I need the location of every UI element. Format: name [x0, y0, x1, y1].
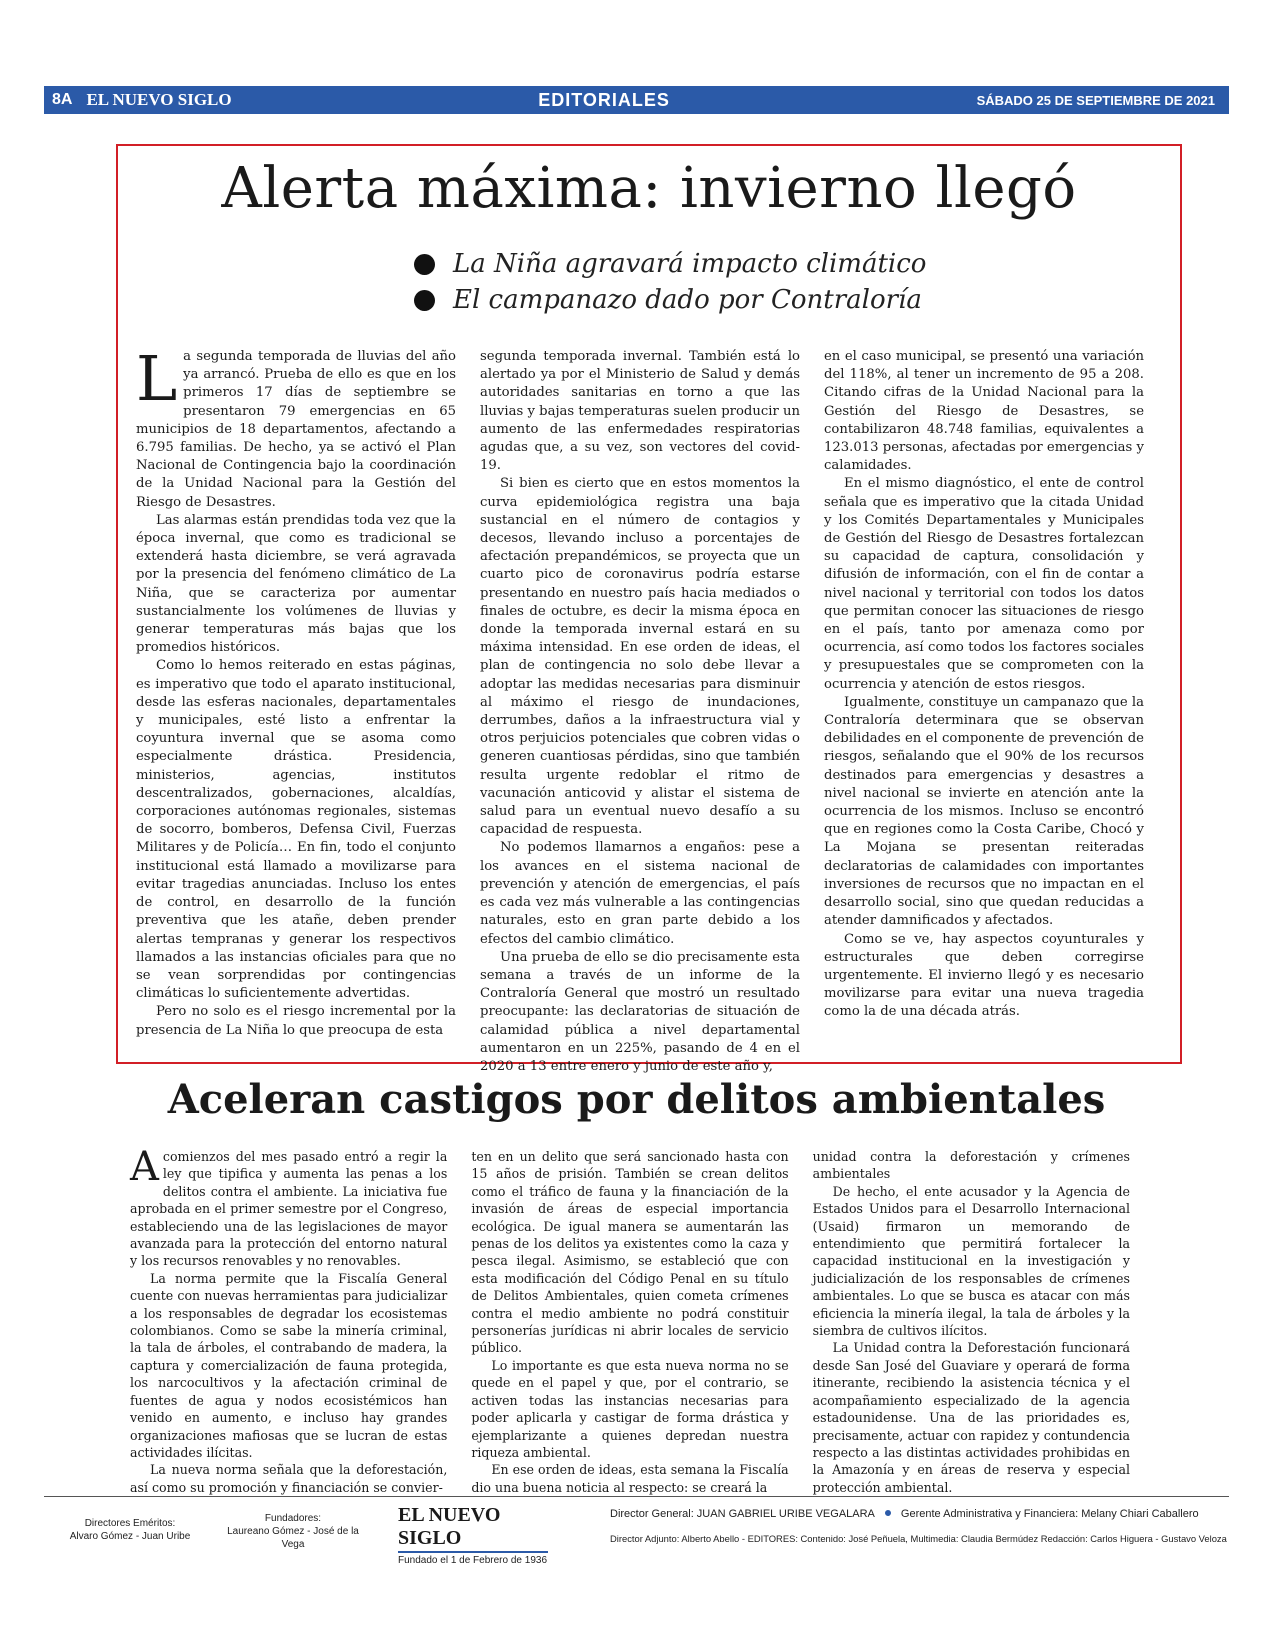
paragraph: Como se ve, hay aspectos coyunturales y estructurales que deben corregirse urgentemente. El invierno llegó y es necesario movilizarse para evitar una nueva tragedia como la de una década atrás. [824, 931, 1144, 1020]
column-2 [480, 348, 800, 1076]
paragraph: segunda temporada invernal. También está lo alertado ya por el Ministerio de Salud y demás autoridades sanitarias en torno a que las lluvias y bajas temperaturas suelen producir un aumento de las enfermedades respiratorias agudas que, a su vez, son vectores del covid-19. [480, 349, 800, 474]
section-title: EDITORIALES [538, 89, 670, 110]
column-1 [136, 342, 456, 1076]
paragraph: Si bien es cierto que en estos momentos la curva epidemiológica registra una baja sustancial en el número de contagios y decesos, llevando incluso a porcentajes de afectación prepandémicos, se proyecta que un cuarto pico de coronavirus podría estarse presentando en nuestro país hacia mediados o finales de octubre, es decir la misma época en donde la temporada invernal estará en su máxima intensidad. En ese orden de ideas, el plan de contingencia no solo debe llevar a adoptar las medidas necesarias para disminuir al máximo el riesgo de inundaciones, derrumbes, daños a la infraestructura vial y otros perjuicios potenciales que cobren vidas o generen cuantiosas pérdidas, sino que también resulta urgente redoblar el ritmo de vacunación anticovid y alistar el sistema de salud para un eventual nuevo desafío a su capacidad de respuesta. [480, 476, 800, 838]
paragraph: Lo importante es que esta nueva norma no se quede en el papel y que, por el contrario, se activen todas las instancias necesarias para poder aplicarla y castigar de forma drástica y ejemplarizante a quienes depredan nuestra riqueza ambiental. [471, 1357, 789, 1460]
paragraph: En ese orden de ideas, esta semana la Fiscalía dio una buena noticia al respecto: se creará la [471, 1462, 789, 1495]
separator-dot-icon [885, 1510, 891, 1516]
footer-divider [44, 1496, 1229, 1497]
newspaper-logo: EL NUEVO SIGLO [398, 1504, 548, 1553]
editorial-bullets [414, 246, 926, 318]
paragraph: Las alarmas están prendidas toda vez que la época invernal, que como es tradicional se extenderá hasta diciembre, se verá agravada por la presencia del fenómeno climático de La Niña, que se caracteriza por aumentar sustancialmente los volúmenes de lluvias y generar temperaturas más bajas que los promedios históricos. [136, 512, 456, 656]
paragraph: La norma permite que la Fiscalía General cuente con nuevas herramientas para judicializar a los responsables de degradar los ecosistemas colombianos. Como se sabe la minería criminal, la tala de árboles, el contrabando de madera, la captura y comercialización de fauna protegida, los narcocultivos y la afectación criminal de fuentes de agua y nodos ecosistémicos han venido en aumento, e incluso hay grandes organizaciones mafiosas que se lucran de estas actividades ilícitas. [130, 1270, 448, 1460]
paragraph: Pero no solo es el riesgo incremental por la presencia de La Niña lo que preocupa de esta [136, 1004, 456, 1038]
paragraph [130, 1144, 448, 1270]
newspaper-name: EL NUEVO SIGLO [86, 90, 232, 109]
gerente: Gerente Administrativa y Financiera: Melany Chiari Caballero [900, 1508, 1199, 1520]
page-number: 8A [52, 91, 73, 108]
bullet-item [414, 246, 926, 282]
drop-cap: A [130, 1144, 159, 1190]
bullet-dot-icon [414, 254, 435, 275]
column-3 [824, 348, 1144, 1076]
paragraph: ten en un delito que será sancionado hasta con 15 años de prisión. También se crean delitos como el tráfico de fauna y la financiación de la invasión de áreas de especial importancia ecológica. De igual manera se aumentarán las penas de los delitos ya existentes como la caza y pesca ilegal. Asimismo, se estableció que con esta modificación del Código Penal en su título de Delitos Ambientales, quien cometa crímenes contra el medio ambiente no podrá constituir personerías jurídicas ni abrir locales de servicio público. [471, 1149, 789, 1356]
emeritos-label: Directores Eméritos: [84, 1518, 176, 1529]
footer-directors [610, 1508, 1230, 1520]
column-2 [471, 1148, 788, 1496]
fundadores-label: Fundadores: [264, 1513, 322, 1524]
column-3 [813, 1148, 1130, 1496]
fundadores [218, 1512, 368, 1551]
bullet-dot-icon [414, 290, 435, 311]
editorial-columns [136, 342, 1166, 1076]
fundadores-names: Laureano Gómez - José de la Vega [227, 1526, 359, 1550]
page-header-bar [44, 86, 1229, 114]
founded-date: Fundado el 1 de Febrero de 1936 [398, 1555, 547, 1566]
paragraph: La nueva norma señala que la deforestación, así como su promoción y financiación se convier- [130, 1462, 448, 1495]
footer-logo [398, 1504, 548, 1566]
second-editorial-headline: Aceleran castigos por delitos ambientales [167, 1076, 1106, 1123]
emeritos-names: Alvaro Gómez - Juan Uribe [69, 1531, 191, 1542]
paragraph: en el caso municipal, se presentó una variación del 118%, al tener un incremento de 95 a 208. Citando cifras de la Unidad Nacional para la Gestión del Riesgo de Desastres, se contabilizaron 48.748 familias, equivalentes a 123.013 personas, afectadas por emergencias y calamidades. [824, 349, 1144, 474]
second-editorial-columns [130, 1144, 1130, 1496]
drop-cap: L [136, 342, 178, 415]
director-general: Director General: JUAN GABRIEL URIBE VEGALARA [610, 1508, 875, 1520]
paragraph: Como lo hemos reiterado en estas páginas, es imperativo que todo el aparato institucional, desde las esferas nacionales, departamentales y municipales, esté listo a enfrentar la coyuntura invernal que se asoma como especialmente drástica. Presidencia, ministerios, agencias, institutos descentralizados, gobernaciones, alcaldías, corporaciones autónomas regionales, sistemas de socorro, bomberos, Defensa Civil, Fuerzas Militares y de Policía… En fin, todo el conjunto institucional está llamado a movilizarse para evitar tragedias anunciadas. Incluso los entes de control, en desarrollo de la función preventiva que les atañe, deben prender alertas tempranas y generar los respectivos llamados a las instancias oficiales para que no se vean sorprendidas por contingencias climáticas lo suficientemente advertidas. [136, 658, 456, 1002]
paragraph: De hecho, el ente acusador y la Agencia de Estados Unidos para el Desarrollo Internacional (Usaid) firmaron un memorando de entendimiento que permitirá fortalecer la capacidad institucional en la investigación y judicialización de los responsables de crímenes ambientales. Lo que se busca es atacar con más eficiencia la minería ilegal, la tala de árboles y la siembra de cultivos ilícitos. [812, 1183, 1130, 1339]
footer-staff: Director Adjunto: Alberto Abello - EDITORES: Contenido: José Peñuela, Multimedia: Claudia Bermúdez Redacción: Carlos Higuera - Gustavo Veloza [610, 1533, 1227, 1544]
bullet-item [414, 282, 926, 318]
paragraph: No podemos llamarnos a engaños: pese a los avances en el sistema nacional de prevención y atención de emergencias, el país es cada vez más vulnerable a las contingencias naturales, esto en gran parte debido a los efectos del cambio climático. [480, 840, 800, 947]
paragraph-text: a segunda temporada de lluvias del año ya arrancó. Prueba de ello es que en los primeros 17 días de septiembre se presentaron 79 emergencias en 65 municipios de 18 departamentos, afectando a 6.795 familias. De hecho, ya se activó el Plan Nacional de Contingencia bajo la coordinación de la Unidad Nacional para la Gestión del Riesgo de Desastres. [136, 349, 456, 510]
column-1 [130, 1144, 448, 1496]
paragraph: La Unidad contra la Deforestación funcionará desde San José del Guaviare y operará de forma itinerante, recibiendo la asistencia técnica y el acompañamiento especializado de la agencia estadounidense. Una de las prioridades es, precisamente, actuar con rapidez y contundencia respecto a las distintas actividades prohibidas en la Amazonía y en áreas de reserva y especial protección ambiental. [812, 1340, 1130, 1495]
paragraph [136, 342, 456, 512]
paragraph: Una prueba de ello se dio precisamente esta semana a través de un informe de la Contraloría General que mostró un resultado preocupante: las declaratorias de situación de calamidad pública a nivel departamental aumentaron en un 225%, pasando de 4 en el 2020 a 13 entre enero y junio de este año y, [480, 949, 800, 1074]
paragraph: unidad contra la deforestación y crímenes ambientales [812, 1149, 1130, 1182]
header-left [44, 90, 232, 110]
bullet-text: La Niña agravará impacto climático [453, 249, 927, 279]
paragraph-text: comienzos del mes pasado entró a regir la ley que tipifica y aumenta las penas a los delitos contra el ambiente. La iniciativa fue aprobada en el primer semestre por el Congreso, estableciendo una de las legislaciones de mayor avanzada para la protección del entorno natural y los recursos renovables y no renovables. [130, 1149, 448, 1269]
issue-date: SÁBADO 25 DE SEPTIEMBRE DE 2021 [976, 92, 1215, 108]
editorial-headline: Alerta máxima: invierno llegó [221, 156, 1077, 221]
paragraph: En el mismo diagnóstico, el ente de control señala que es imperativo que la citada Unidad y los Comités Departamentales y Municipales de Gestión del Riesgo de Desastres fortalezcan su capacidad de captura, consolidación y difusión de información, con el fin de contar a nivel nacional y territorial con todos los datos que permitan conocer las situaciones de riesgo en el país, tanto por amenaza como por ocurrencia, así como todos los factores sociales y presupuestales que se comprometen con la ocurrencia y atención de estos riesgos. [824, 476, 1144, 692]
directores-emeritos [60, 1517, 200, 1543]
paragraph: Igualmente, constituye un campanazo que la Contraloría determinara que se observan debilidades en el componente de prevención de riesgos, señalando que el 90% de los recursos destinados para emergencias y desastres a nivel nacional se invierte en atención ante la ocurrencia de los mismos. Incluso se encontró que en regiones como la Costa Caribe, Chocó y La Mojana se presentan reiteradas declaratorias de calamidades con importantes inversiones de recursos que no impactan en el desarrollo social, sino que quedan reducidas a atender damnificados y afectados. [824, 694, 1144, 929]
main-editorial [116, 144, 1182, 1074]
bullet-text: El campanazo dado por Contraloría [453, 285, 922, 315]
